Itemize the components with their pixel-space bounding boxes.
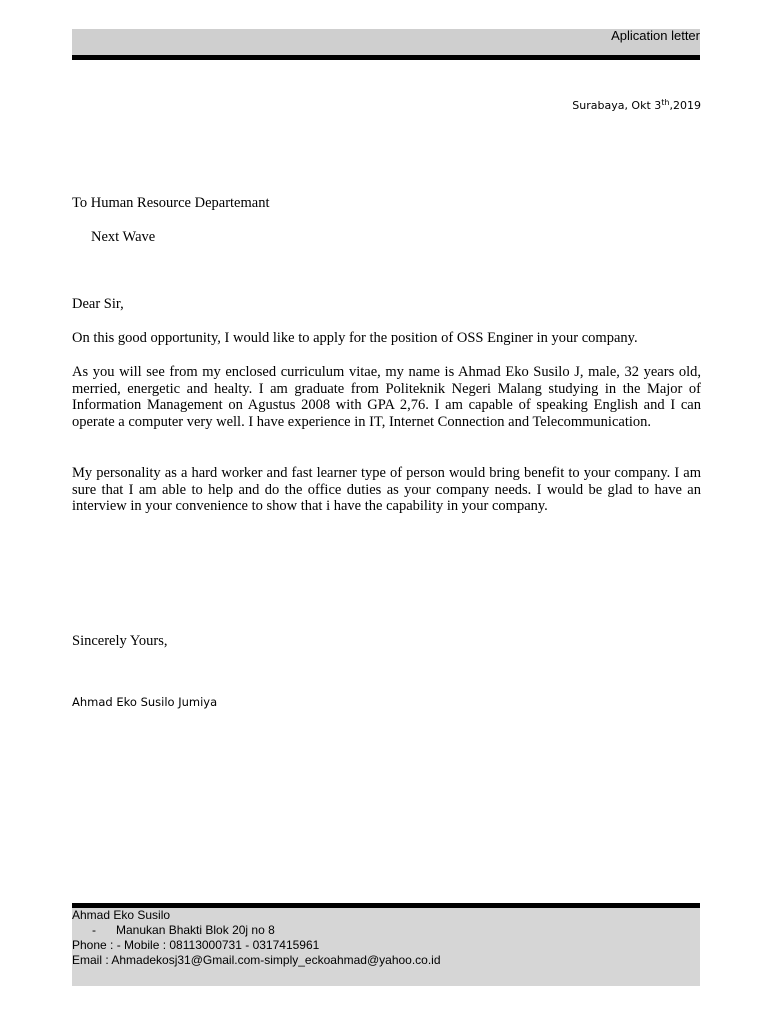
footer-name: Ahmad Eko Susilo: [72, 908, 171, 922]
body-paragraph-2: As you will see from my enclosed curriculum vitae, my name is Ahmad Eko Susilo J, male, 32 years old, merried, energetic and healty. I am graduate from Politeknik Negeri Malang studying in the Major of Information Management on Agustus 2008 with GPA 2,76. I am capable of speaking English and I can operate a computer very well. I have experience in IT, Internet Connection and Telecommunication.: [72, 364, 701, 430]
address-text: Manukan Bhakti Blok 20j no 8: [116, 923, 275, 937]
recipient-company: Next Wave: [91, 229, 156, 245]
address-dash: -: [92, 923, 96, 937]
footer-address: [72, 923, 700, 938]
recipient-line: To Human Resource Departemant: [72, 195, 270, 211]
footer-contact-box: [72, 908, 700, 986]
body-paragraph-3: My personality as a hard worker and fast learner type of person would bring benefit to your company. I am sure that I am able to help and do the office duties as your company needs. I would be glad to have an interview in your convenience to show that i have the capability in your company.: [72, 465, 701, 515]
header-divider: [72, 55, 700, 60]
body-paragraph-1: On this good opportunity, I would like to apply for the position of OSS Enginer in your company.: [72, 330, 638, 346]
header-bar: [72, 29, 700, 55]
date-prefix: Surabaya, Okt 3: [572, 99, 662, 112]
footer-phone: Phone : - Mobile : 08113000731 - 0317415961: [72, 938, 320, 952]
signature-name: Ahmad Eko Susilo Jumiya: [72, 695, 218, 709]
footer-email: Email : Ahmadekosj31@Gmail.com-simply_eckoahmad@yahoo.co.id: [72, 953, 441, 967]
document-title: Aplication letter: [611, 28, 700, 43]
letter-date: [572, 99, 701, 112]
date-suffix: ,2019: [669, 99, 701, 112]
date-ordinal: th: [661, 98, 670, 107]
closing: Sincerely Yours,: [72, 633, 168, 649]
salutation: Dear Sir,: [72, 296, 124, 312]
